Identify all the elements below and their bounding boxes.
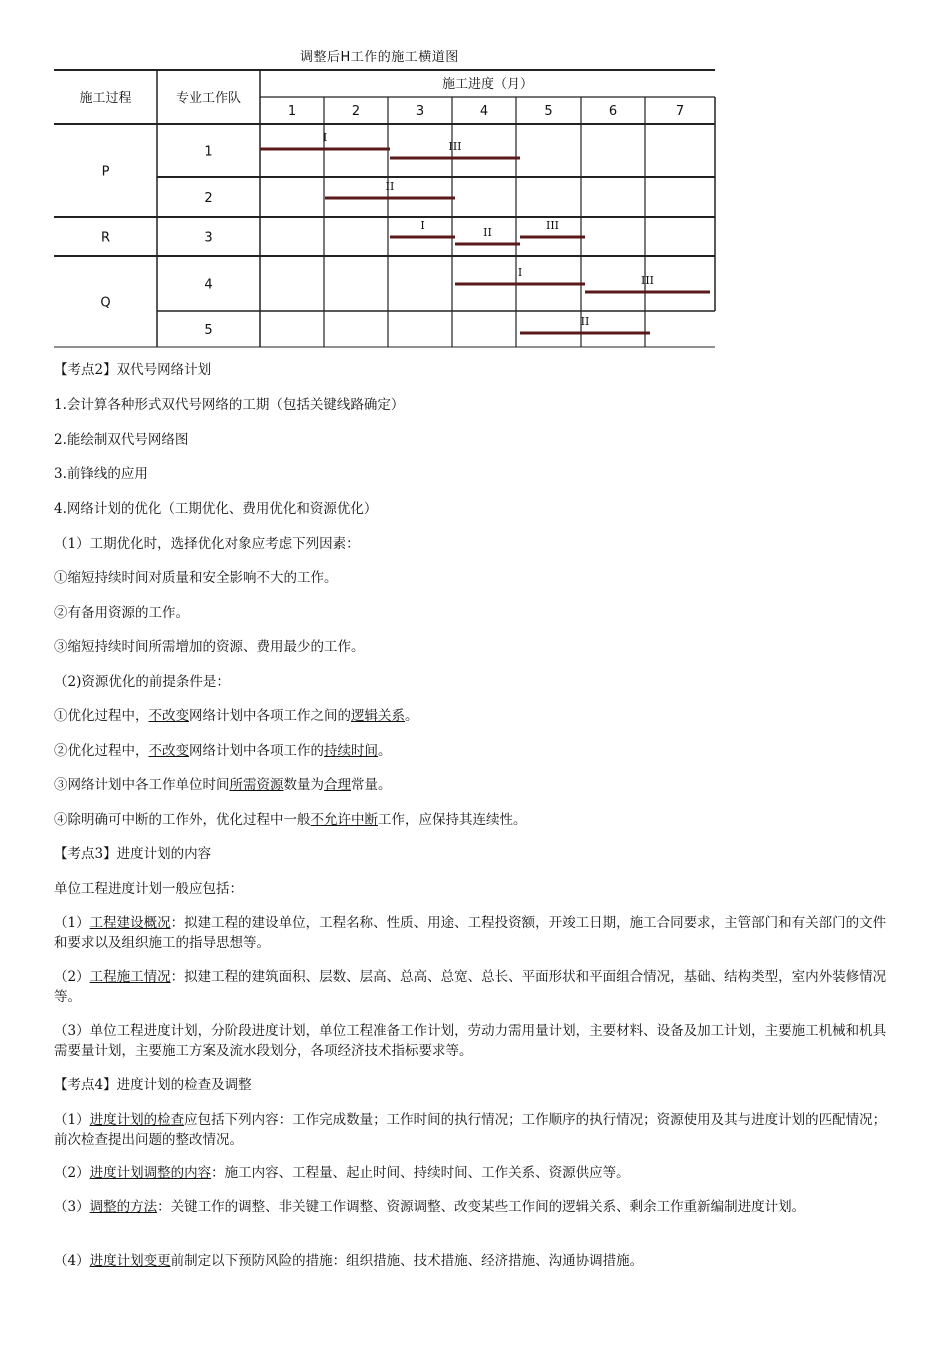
heading-k3: 【考点3】进度计划的内容 (54, 846, 212, 862)
text-span: ：拟建工程的建设单位，工程名称、性质、用途、工程投资额，开竣工日期，施工合同要求，主管部门和有关部门的文件和要求以及组织施工的指导思想等。 (54, 915, 887, 951)
team-label: 5 (204, 323, 213, 338)
bar-label: I (322, 131, 328, 144)
team-label: 4 (204, 277, 213, 293)
month-label: 6 (608, 104, 618, 119)
paragraph: ②有备用资源的工作。 (54, 605, 189, 621)
text-span: （4） (54, 1253, 90, 1269)
text-span: （2） (54, 969, 90, 985)
month-label: 5 (544, 104, 553, 119)
team-label: 1 (204, 144, 213, 160)
underlined-term: 所需资源 (229, 777, 284, 793)
text-span: 数量为 (283, 777, 324, 793)
underlined-term: 合理 (324, 777, 351, 793)
header-progress: 施工进度（月） (441, 77, 534, 92)
k3-item-1 (54, 913, 894, 953)
resource-condition-3 (54, 775, 894, 795)
text-span: 。 (405, 708, 419, 724)
process-label: Q (100, 295, 111, 311)
text-span: 网络计划中各项工作的 (189, 743, 324, 759)
underlined-term: 工程施工情况 (89, 969, 171, 985)
k3-item-2 (54, 967, 894, 1007)
paragraph: 3.前锋线的应用 (54, 466, 148, 482)
k4-item-3 (54, 1197, 894, 1217)
text-span: ：关键工作的调整、非关键工作调整、资源调整、改变某些工作间的逻辑关系、剩余工作重新编制进度计划。 (157, 1199, 806, 1215)
underlined-term: 调整的方法 (89, 1199, 158, 1215)
k4-item-1 (54, 1110, 894, 1150)
paragraph: ①缩短持续时间对质量和安全影响不大的工作。 (54, 570, 338, 586)
text-span: ④除明确可中断的工作外，优化过程中一般 (54, 812, 311, 828)
gantt-chart-figure (0, 0, 950, 350)
gantt-chart (0, 0, 950, 350)
bar-label: II (580, 315, 590, 328)
heading-k2: 【考点2】双代号网络计划 (54, 362, 212, 378)
underlined-term: 工程建设概况 (89, 915, 171, 931)
text-span: （3） (54, 1199, 90, 1215)
underlined-term: 进度计划变更 (89, 1253, 171, 1269)
text-span: ②优化过程中， (54, 743, 149, 759)
underlined-term: 逻辑关系 (351, 708, 405, 724)
team-label: 3 (204, 230, 213, 246)
text-span: 网络计划中各项工作之间的 (189, 708, 351, 724)
bar-label: III (448, 140, 462, 153)
text-span: 工作，应保持其连续性。 (378, 812, 527, 828)
text-span: ：拟建工程的建筑面积、层数、层高、总高、总宽、总长、平面形状和平面组合情况，基础、结构类型，室内外装修情况等。 (54, 969, 887, 1005)
paragraph: （1）工期优化时，选择优化对象应考虑下列因素： (54, 536, 360, 552)
paragraph: （2)资源优化的前提条件是： (54, 674, 230, 690)
bar-label: III (640, 274, 655, 287)
month-label: 2 (351, 104, 361, 119)
bar-label: I (517, 266, 523, 279)
text-span: 。 (378, 743, 392, 759)
underlined-term: 不允许中断 (310, 812, 378, 828)
underlined-term: 不改变 (148, 708, 189, 724)
k3-item-3: （3）单位工程进度计划，分阶段进度计划，单位工程准备工作计划，劳动力需用量计划，主要材料、设备及加工计划，主要施工机械和机具需要量计划，主要施工方案及流水段划分，各项经济技术指标要求等。 (54, 1023, 887, 1059)
month-label: 1 (287, 104, 297, 119)
text-span: （2） (54, 1165, 90, 1181)
text-span: 应包括下列内容：工作完成数量；工作时间的执行情况；工作顺序的执行情况；资源使用及其与进度计划的匹配情况；前次检查提出问题的整改情况。 (54, 1112, 887, 1148)
text-span: 常量。 (351, 777, 392, 793)
resource-condition-4 (54, 810, 894, 830)
k4-item-4 (54, 1251, 894, 1271)
heading-k4: 【考点4】进度计划的检查及调整 (54, 1077, 252, 1093)
paragraph: 1.会计算各种形式双代号网络的工期（包括关键线路确定） (54, 397, 405, 413)
process-label: R (100, 230, 111, 246)
k4-item-2 (54, 1163, 894, 1183)
underlined-term: 进度计划调整的内容 (89, 1165, 212, 1181)
bar-label: III (545, 219, 560, 232)
chart-title: 调整后H工作的施工横道图 (300, 50, 459, 65)
paragraph: ③缩短持续时间所需增加的资源、费用最少的工作。 (54, 639, 365, 655)
underlined-term: 不改变 (148, 743, 189, 759)
team-label: 2 (204, 191, 213, 206)
text-span: ③网络计划中各工作单位时间 (54, 777, 230, 793)
process-label: P (101, 164, 110, 180)
underlined-term: 持续时间 (324, 743, 378, 759)
underlined-term: 进度计划的检查 (89, 1112, 185, 1128)
month-label: 7 (675, 104, 685, 119)
bar-label: II (385, 180, 395, 193)
paragraph: 单位工程进度计划一般应包括： (54, 881, 243, 897)
text-span: （1） (54, 915, 90, 931)
header-process: 施工过程 (79, 91, 132, 106)
bar-label: I (420, 219, 425, 232)
text-span: （1） (54, 1112, 90, 1128)
text-span: 前制定以下预防风险的措施：组织措施、技术措施、经济措施、沟通协调措施。 (170, 1253, 644, 1269)
text-span: ：施工内容、工程量、起止时间、持续时间、工作关系、资源供应等。 (211, 1165, 630, 1181)
paragraph: 4.网络计划的优化（工期优化、费用优化和资源优化） (54, 501, 378, 517)
resource-condition-1 (54, 706, 894, 726)
header-team: 专业工作队 (175, 91, 242, 106)
month-label: 4 (479, 104, 489, 119)
text-span: ①优化过程中， (54, 708, 149, 724)
month-label: 3 (415, 104, 425, 119)
bar-label: II (483, 226, 492, 239)
resource-condition-2 (54, 741, 894, 761)
paragraph: 2.能绘制双代号网络图 (54, 432, 189, 448)
